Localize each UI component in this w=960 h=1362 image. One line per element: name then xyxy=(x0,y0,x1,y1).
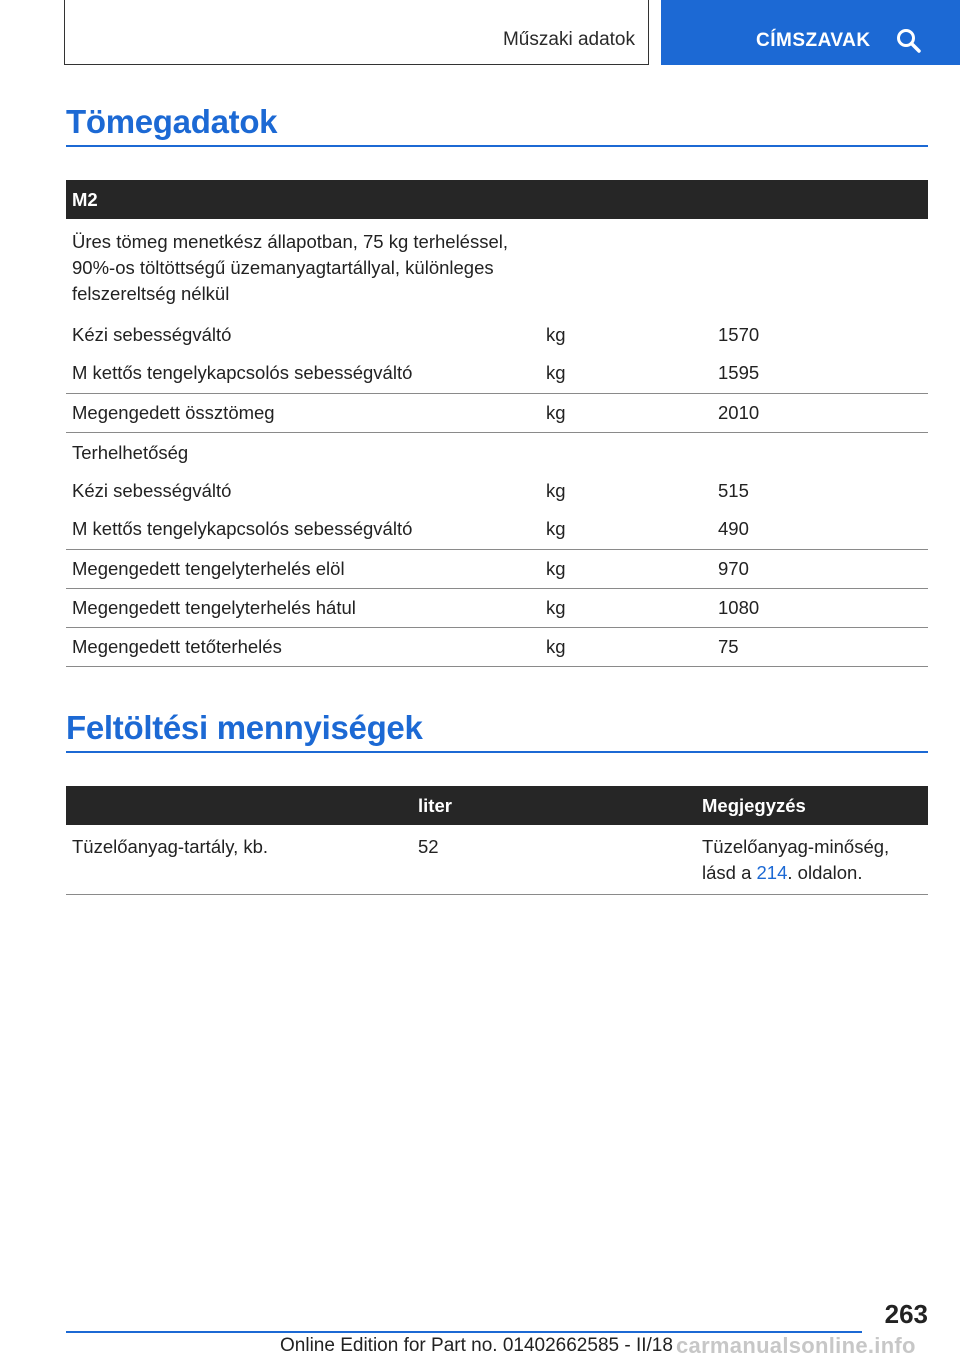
row-value: 1080 xyxy=(712,588,928,627)
row-label: Kézi sebességváltó xyxy=(72,480,232,501)
fill-table-header xyxy=(66,786,928,825)
search-icon xyxy=(896,28,922,54)
row-unit: kg xyxy=(546,324,566,345)
row-label: Kézi sebességváltó xyxy=(72,324,232,345)
section-title: Műszaki adatok xyxy=(502,29,635,50)
weights-table xyxy=(66,180,928,667)
fill-col-note: Megjegyzés xyxy=(696,786,928,825)
table-row xyxy=(66,219,928,315)
table-row xyxy=(66,393,928,432)
row-unit: kg xyxy=(540,549,712,588)
row-label: M kettős tengelykapcsolós sebességváltó xyxy=(66,354,540,393)
fill-row-note xyxy=(696,825,928,895)
table-row xyxy=(66,432,928,471)
row-label: Megengedett össztömeg xyxy=(66,393,540,432)
row-value: 2010 xyxy=(712,393,928,432)
fill-row-label: Tüzelőanyag-tartály, kb. xyxy=(66,825,412,895)
page-link[interactable]: 214 xyxy=(756,862,788,883)
empty-weight-desc-line: Üres tömeg menetkész állapotban, 75 kg terheléssel, xyxy=(72,231,509,252)
weights-heading: Tömegadatok xyxy=(66,103,278,140)
table-row xyxy=(66,471,928,510)
row-label: M kettős tengelykapcsolós sebességváltó xyxy=(66,510,540,549)
fill-note-prefix: lásd a xyxy=(702,862,757,883)
row-value: 515 xyxy=(718,480,749,501)
fill-note-suffix: . oldalon. xyxy=(787,862,863,883)
row-unit: kg xyxy=(540,354,712,393)
weights-model-header: M2 xyxy=(66,180,928,219)
row-unit: kg xyxy=(540,588,712,627)
row-unit: kg xyxy=(540,627,712,666)
empty-weight-desc xyxy=(66,219,540,315)
weights-table-header xyxy=(66,180,928,219)
row-label: Megengedett tengelyterhelés elöl xyxy=(66,549,540,588)
table-row xyxy=(66,588,928,627)
row-label: Megengedett tengelyterhelés hátul xyxy=(66,588,540,627)
fill-col-liter: liter xyxy=(412,786,696,825)
row-unit: kg xyxy=(546,480,566,501)
edition-text: Online Edition for Part no. 01402662585 - II/18 xyxy=(280,1335,673,1356)
fill-col-empty xyxy=(66,786,412,825)
fill-heading: Feltöltési mennyiségek xyxy=(66,709,423,746)
table-row xyxy=(66,825,928,895)
table-row xyxy=(66,627,928,666)
row-label: Megengedett tetőterhelés xyxy=(66,627,540,666)
top-bar xyxy=(0,0,960,66)
row-label: Terhelhetőség xyxy=(72,441,189,463)
row-value: 1595 xyxy=(712,354,928,393)
table-row xyxy=(66,510,928,549)
row-unit: kg xyxy=(540,393,712,432)
row-unit: kg xyxy=(540,510,712,549)
row-value: 970 xyxy=(712,549,928,588)
page-number: 263 xyxy=(884,1299,928,1329)
table-row xyxy=(66,354,928,393)
row-value: 490 xyxy=(712,510,928,549)
fill-heading-rule xyxy=(66,751,928,753)
empty-weight-desc-line: 90%-os töltöttségű üzemanyagtartállyal, különleges xyxy=(72,257,494,278)
section-tab[interactable] xyxy=(64,0,649,65)
row-value: 1570 xyxy=(718,324,760,345)
fill-note-line2 xyxy=(702,860,922,886)
weights-heading-rule xyxy=(66,145,928,147)
fill-table xyxy=(66,786,928,895)
watermark-brand: carmanualsonline.info xyxy=(676,1333,916,1358)
empty-weight-desc-line: felszereltség nélkül xyxy=(72,283,230,304)
row-value: 75 xyxy=(712,627,928,666)
table-row xyxy=(66,315,928,354)
fill-note-line1: Tüzelőanyag-minőség, xyxy=(702,836,890,857)
index-button[interactable] xyxy=(661,0,960,65)
fill-row-liter: 52 xyxy=(412,825,696,895)
index-button-label: CÍMSZAVAK xyxy=(756,30,871,51)
table-row xyxy=(66,549,928,588)
